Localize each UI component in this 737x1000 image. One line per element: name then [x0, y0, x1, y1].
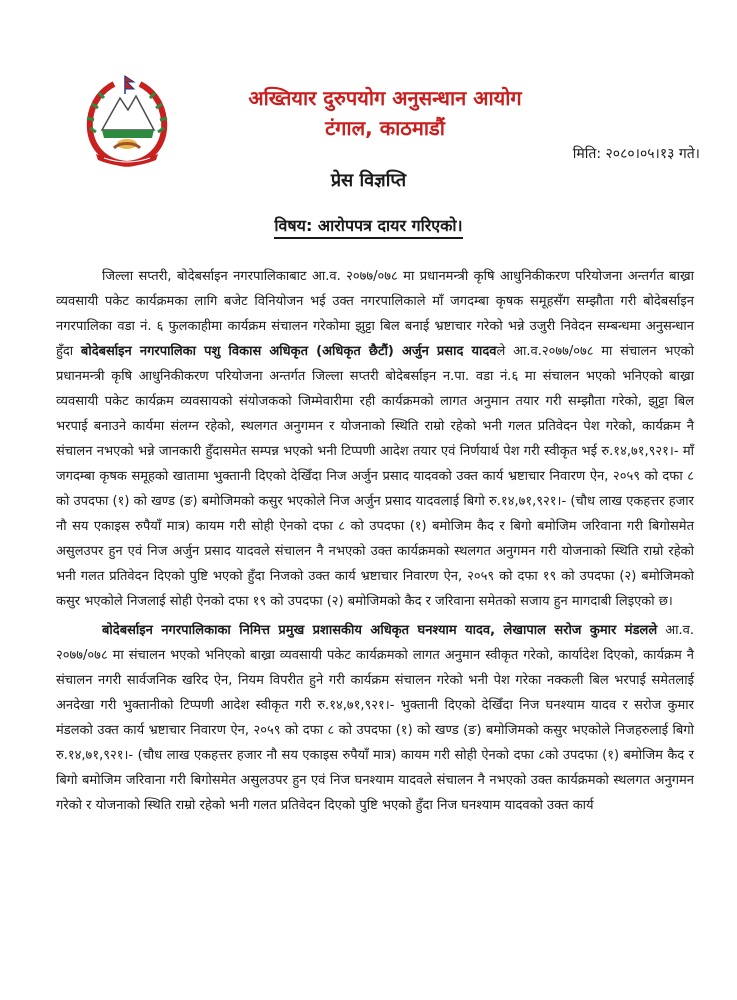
paragraph-2-bold-names: बोदेबर्साइन नगरपालिकाका निमित्त प्रमुख प्रशासकीय अधिकृत घनश्याम यादव, लेखापाल सरोज कुमार मंडलले: [102, 623, 658, 638]
paragraph-1-bold-name: बोदेबर्साइन नगरपालिका पशु विकास अधिकृत (अधिकृत छैटौं) अर्जुन प्रसाद यादव: [80, 344, 497, 359]
paragraph-1: [56, 264, 694, 614]
body-text: [56, 264, 694, 822]
paragraph-2: [56, 618, 694, 818]
paragraph-2-text: आ.व. २०७७/०७८ मा संचालन भएको भनिएको बाख्रा व्यवसायी पकेट कार्यक्रमको लागत अनुमान स्वीकृत गरेको, कार्यादेश दिएको, कार्यक्रम नै संचालन नगरी सार्वजनिक खरिद ऐन, नियम विपरीत हुने गरी कार्यक्रम संचालन गरेको भनी पेश गरेका नक्कली बिल भरपाई समेतलाई अनदेखा गरी भुक्तानीको टिप्पणी आदेश स्वीकृत गरी रु.१४,७१,९२१।- भुक्तानी दिएको देखिँदा निज घनश्याम यादव र सरोज कुमार मंडलको उक्त कार्य भ्रष्टाचार निवारण ऐन, २०५९ को दफा ८ को उपदफा (१) को खण्ड (ङ) बमोजिमको कसुर भएकोले निजहरुलाई बिगो रु.१४,७१,९२१।- (चौध लाख एकहत्तर हजार नौ सय एकाइस रुपैयाँ मात्र) कायम गरी सोही ऐनको दफा ८को उपदफा (१) बमोजिम कैद र बिगो बमोजिम जरिवाना गरी बिगोसमेत असुलउपर हुन एवं निज घनश्याम यादवले संचालन नै नभएको उक्त कार्यक्रमको स्थलगत अनुगमन गरेको र योजनाको स्थिति राम्रो रहेको भनी गलत प्रतिवेदन दिएको पुष्टि भएको हुँदा निज घनश्याम यादवको उक्त कार्य: [56, 623, 694, 813]
subject-line: [0, 214, 737, 236]
office-name: अख्तियार दुरुपयोग अनुसन्धान आयोग: [248, 86, 522, 110]
paragraph-1-text-a: जिल्ला सप्तरी, बोदेबर्साइन नगरपालिकाबाट आ.व. २०७७/०७८ मा प्रधानमन्त्री कृषि आधुनिकीकरण परियोजना अन्तर्गत बाख्रा व्यवसायी पकेट कार्यक्रमका लागि बजेट विनियोजन भई उक्त नगरपालिकाले माँ जगदम्बा कृषक समूहसँग सम्झौता गरी बोदेबर्साइन नगरपालिका वडा नं. ६ फुलकाहीमा कार्यक्रम संचालन गरेकोमा झुट्टा बिल बनाई भ्रष्टाचार गरेको भन्ने उजुरी निवेदन सम्बन्धमा अनुसन्धान हुँदा: [56, 269, 694, 359]
issue-date: मिति: २०८०।०५।१३ गते।: [572, 146, 700, 162]
office-heading: [180, 83, 590, 143]
page-title: प्रेस विज्ञप्ति: [330, 170, 407, 191]
nepal-government-emblem-icon: [82, 72, 172, 168]
office-address: टंगाल, काठमाडौं: [325, 116, 445, 140]
subject-text: विषय: आरोपपत्र दायर गरिएको।: [274, 216, 462, 239]
paragraph-1-text-b: ले आ.व.२०७७/०७८ मा संचालन भएको प्रधानमन्त्री कृषि आधुनिकीकरण परियोजना अन्तर्गत जिल्ला सप्तरी बोदेबर्साइन न.पा. वडा नं.६ मा संचालन भएको भनिएको बाख्रा व्यवसायी पकेट कार्यक्रम व्यवसायको संयोजकको जिम्मेवारीमा रही कार्यक्रमको लागत अनुमान तयार गरी सम्झौता गरेको, झुट्टा बिल भरपाई बनाउने कार्यमा संलग्न रहेको, स्थलगत अनुगमन र योजनाको स्थिति राम्रो रहेको भनी गलत प्रतिवेदन पेश गरेको, कार्यक्रम नै संचालन नभएको भन्ने जानकारी हुँदासमेत सम्पन्न भएको भनी टिप्पणी आदेश तयार एवं निर्णयार्थ पेश गरी स्वीकृत भई रु.१४,७१,९२१।- माँ जगदम्बा कृषक समूहको खातामा भुक्तानी दिएको देखिँदा निज अर्जुन प्रसाद यादवको उक्त कार्य भ्रष्टाचार निवारण ऐन, २०५९ को दफा ८ को उपदफा (१) को खण्ड (ङ) बमोजिमको कसुर भएकोले निज अर्जुन प्रसाद यादवलाई बिगो रु.१४,७१,९२१।- (चौध लाख एकहत्तर हजार नौ सय एकाइस रुपैयाँ मात्र) कायम गरी सोही ऐनको दफा ८ को उपदफा (१) बमोजिम कैद र बिगो बमोजिम जरिवाना गरी बिगोसमेत असुलउपर हुन एवं निज अर्जुन प्रसाद यादवले संचालन नै नभएको उक्त कार्यक्रमको स्थलगत अनुगमन गरी योजनाको स्थिति राम्रो रहेको भनी गलत प्रतिवेदन दिएको पुष्टि भएको हुँदा निजको उक्त कार्य भ्रष्टाचार निवारण ऐन, २०५९ को दफा १९ को उपदफा (२) बमोजिमको कसुर भएकोले निजलाई सोही ऐनको दफा १९ को उपदफा (२) बमोजिमको कैद र जरिवाना समेतको सजाय हुन मागदाबी लिइएको छ।: [56, 344, 694, 609]
